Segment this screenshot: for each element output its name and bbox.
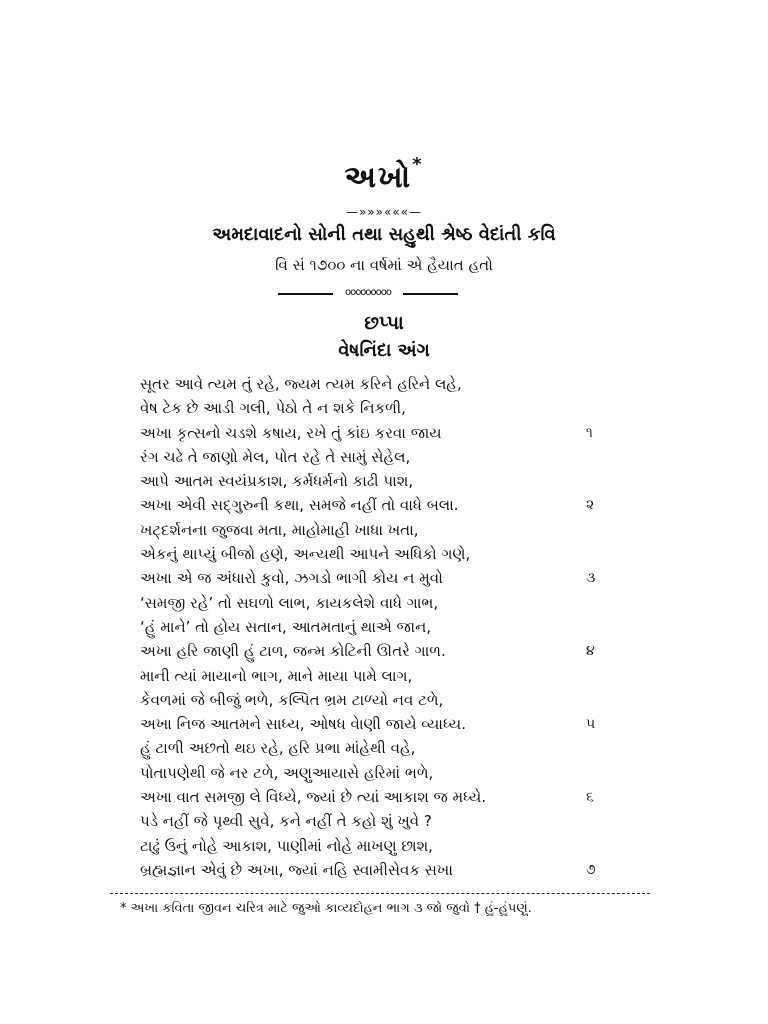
verse-text: અખા કૃત્સનો ચડશે કષાય, રખે તું કાંઇ કરવા જાય xyxy=(140,423,442,442)
verse-line xyxy=(140,469,590,493)
page-subtitle: અમદાવાદનો સોની તથા સહુથી શ્રેષ્ઠ વેદાંતી કવિ xyxy=(212,224,556,245)
verse-line xyxy=(140,639,595,663)
verse-text: અખા એ જ અંધારો કુવો, ઝગડો ભાગી કોય ન મુવો xyxy=(140,569,443,588)
verse-line xyxy=(140,421,593,445)
title-ornament: —»»»«««— xyxy=(345,205,423,219)
verse-line xyxy=(140,761,590,785)
footnote-divider xyxy=(110,893,650,895)
verse-number: ૨ xyxy=(586,497,595,514)
verse-number: ૬ xyxy=(586,789,594,806)
verse-line xyxy=(140,542,590,566)
verse-text: કેવળમાં જે બીજું ભળે, કલ્પિત ભ્રમ ટાળ્યો નવ ટળે, xyxy=(140,690,444,709)
verse-line xyxy=(140,372,590,396)
verse-text: ટાઢું ઉનું નોહે આકાશ, પાણીમાં નોહે માખણુ છાશ, xyxy=(140,836,433,855)
verse-line xyxy=(140,493,595,517)
verse-text: એકનું થાપ્યું બીજો હણે, અન્યથી આપને અધિકો ગણે, xyxy=(140,545,471,564)
verse-line xyxy=(140,518,590,542)
verse-line xyxy=(140,615,590,639)
verse-number: ૧ xyxy=(586,424,593,441)
date-line: વિ સં ૧૭૦૦ ના વર્ષમાં એ હૈયાત હતો xyxy=(275,256,493,274)
verse-text: બ્રહ્મજ્ઞાન એવું છે અખા, જ્યાં નહિ સ્વામીસેવક સખા xyxy=(140,860,453,879)
verse-text: અખા નિજ આતમને સાધ્ય, ઓષધ વેાણી જાયે વ્યાધ્ય. xyxy=(140,715,466,734)
verse-line xyxy=(140,688,590,712)
title-text: અખો xyxy=(344,160,413,195)
verse-number: ૪ xyxy=(586,643,595,660)
verse-text: અખા એવી સદ્ગુરુની કથા, સમજે નહીં તો વાધે બલા. xyxy=(140,496,459,515)
verse-number: ૩ xyxy=(586,570,596,587)
footnote: * અખા કવિતા જીવન ચરિત્ર માટે જુઓ કાવ્યદોહન ભાગ ૩ જો જુવો † હું-હુંપણું. xyxy=(120,901,532,916)
page-title xyxy=(0,154,768,195)
verse-text: અખા વાત સમજી લે વિધ્યે, જ્યાં છે ત્યાં આકાશ જ મધ્યે. xyxy=(140,788,487,807)
verse-number: ૫ xyxy=(586,716,596,733)
verse-text: હું ટાળી અછતો થઇ રહે, હરિ પ્રભા માંહેથી વહે, xyxy=(140,739,416,758)
verse-text: સૂતર આવે ત્યમ તું રહે, જ્યમ ત્યમ કરિને હરિને લહે, xyxy=(140,375,462,393)
verse-text: વેષ ટેક છે આડી ગલી, પેઠો તે ન શકે નિકળી, xyxy=(140,399,406,418)
verse-line xyxy=(140,591,590,615)
verse-text: ‘હું માને’ તો હોય સતાન, આતમતાનું થાએ જાન, xyxy=(140,617,432,636)
verse-text: ખટ્દર્શનના જુજવા મતા, માહોમાહી ખાધા ખતા, xyxy=(140,520,419,539)
verse-line xyxy=(140,834,590,858)
verse-line xyxy=(140,712,596,736)
verse-line xyxy=(140,858,596,882)
verse-text: આપે આતમ સ્વયંપ્રકાશ, કર્મધર્મનો કાઢી પાશ, xyxy=(140,472,414,491)
verse-text: માની ત્યાં માયાનો ભાગ, માને માયા પામે લાગ, xyxy=(140,666,413,685)
verse-line xyxy=(140,445,590,469)
title-footnote-mark: * xyxy=(412,154,424,175)
section-title: છપ્પા xyxy=(364,312,404,334)
verse-line xyxy=(140,785,594,809)
verse-line xyxy=(140,736,590,760)
verse-text: ‘સમજી રહે’ તો સઘળો લાભ, કાયકલેશે વાધે ગાભ, xyxy=(140,593,439,612)
verse-line xyxy=(140,566,596,590)
verse-line xyxy=(140,396,590,420)
verse-text: અખા હરિ જાણી હું ટાળ, જન્મ કોટિની ઊતરે ગાળ. xyxy=(140,642,446,661)
verse-line xyxy=(140,664,590,688)
verse-list xyxy=(140,372,596,882)
section-subtitle: વેષનિંદા અંગ xyxy=(338,340,430,361)
verse-text: પડે નહીં જે પૃથ્વી સુવે, કને નહીં તે કહો શું ખુવે ? xyxy=(140,812,432,831)
verse-line xyxy=(140,809,590,833)
verse-text: પોતાપણેથી જે નર ટળે, અણુઆયાસે હરિમાં ભળે, xyxy=(140,763,434,782)
verse-number: ૭ xyxy=(586,861,596,878)
rule-ornament: ooooooooo xyxy=(333,287,403,298)
verse-text: રંગ ચઢે તે જાણો મેલ, પોત રહે તે સામું સેહેલ, xyxy=(140,447,411,466)
